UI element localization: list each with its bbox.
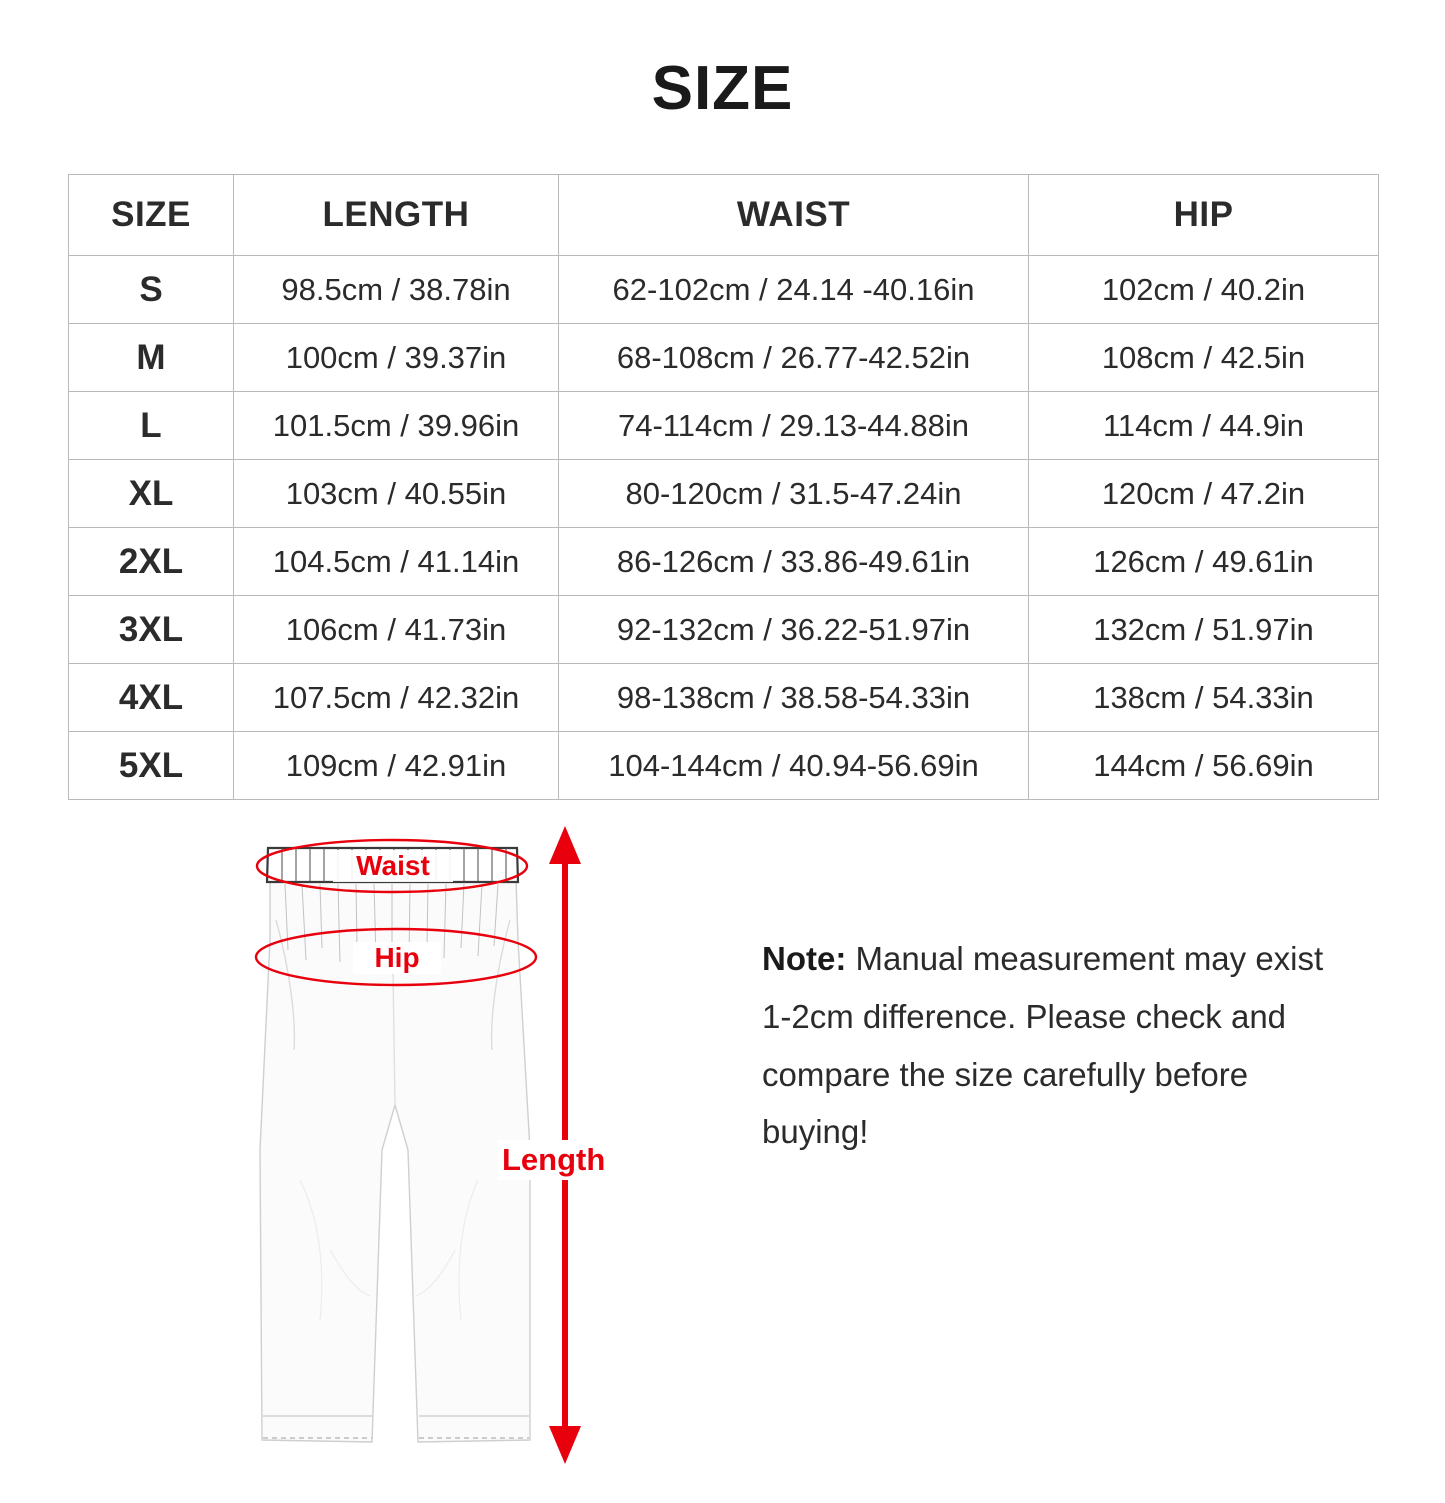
cell-hip: 144cm / 56.69in (1029, 732, 1379, 800)
cell-length: 107.5cm / 42.32in (234, 664, 559, 732)
cell-size: S (69, 256, 234, 324)
cell-waist: 86-126cm / 33.86-49.61in (559, 528, 1029, 596)
cell-size: 4XL (69, 664, 234, 732)
table-row (69, 596, 1379, 664)
size-table-container (68, 174, 1377, 800)
table-row (69, 664, 1379, 732)
size-chart-page (0, 54, 1445, 1503)
page-title: SIZE (651, 54, 794, 123)
table-row (69, 528, 1379, 596)
cell-length: 100cm / 39.37in (234, 324, 559, 392)
column-header-waist: WAIST (559, 175, 1029, 256)
cell-hip: 138cm / 54.33in (1029, 664, 1379, 732)
cell-size: L (69, 392, 234, 460)
cell-hip: 126cm / 49.61in (1029, 528, 1379, 596)
table-row (69, 460, 1379, 528)
cell-waist: 68-108cm / 26.77-42.52in (559, 324, 1029, 392)
table-header-row (69, 175, 1379, 256)
table-row (69, 732, 1379, 800)
table-row (69, 324, 1379, 392)
cell-hip: 108cm / 42.5in (1029, 324, 1379, 392)
length-measure-label: Length (498, 1140, 609, 1180)
cell-length: 106cm / 41.73in (234, 596, 559, 664)
column-header-length: LENGTH (234, 175, 559, 256)
note-text (762, 930, 1352, 1161)
note-body: Manual measurement may exist 1-2cm difference. Please check and compare the size carefully before buying! (762, 940, 1324, 1151)
cell-length: 104.5cm / 41.14in (234, 528, 559, 596)
table-row (69, 256, 1379, 324)
column-header-size: SIZE (69, 175, 234, 256)
cell-waist: 62-102cm / 24.14 -40.16in (559, 256, 1029, 324)
hip-measure-label: Hip (374, 942, 420, 973)
size-table (68, 174, 1379, 800)
cell-length: 98.5cm / 38.78in (234, 256, 559, 324)
cell-length: 103cm / 40.55in (234, 460, 559, 528)
cell-size: 3XL (69, 596, 234, 664)
cell-hip: 132cm / 51.97in (1029, 596, 1379, 664)
column-header-hip: HIP (1029, 175, 1379, 256)
cell-waist: 74-114cm / 29.13-44.88in (559, 392, 1029, 460)
cell-size: M (69, 324, 234, 392)
cell-hip: 114cm / 44.9in (1029, 392, 1379, 460)
cell-hip: 120cm / 47.2in (1029, 460, 1379, 528)
cell-length: 101.5cm / 39.96in (234, 392, 559, 460)
cell-waist: 98-138cm / 38.58-54.33in (559, 664, 1029, 732)
cell-hip: 102cm / 40.2in (1029, 256, 1379, 324)
cell-waist: 80-120cm / 31.5-47.24in (559, 460, 1029, 528)
cell-waist: 92-132cm / 36.22-51.97in (559, 596, 1029, 664)
cell-size: 5XL (69, 732, 234, 800)
table-row (69, 392, 1379, 460)
cell-size: XL (69, 460, 234, 528)
waist-measure-label: Waist (356, 850, 430, 881)
note-prefix: Note: (762, 940, 847, 977)
cell-size: 2XL (69, 528, 234, 596)
diagram-and-note (0, 810, 1445, 1470)
cell-waist: 104-144cm / 40.94-56.69in (559, 732, 1029, 800)
cell-length: 109cm / 42.91in (234, 732, 559, 800)
